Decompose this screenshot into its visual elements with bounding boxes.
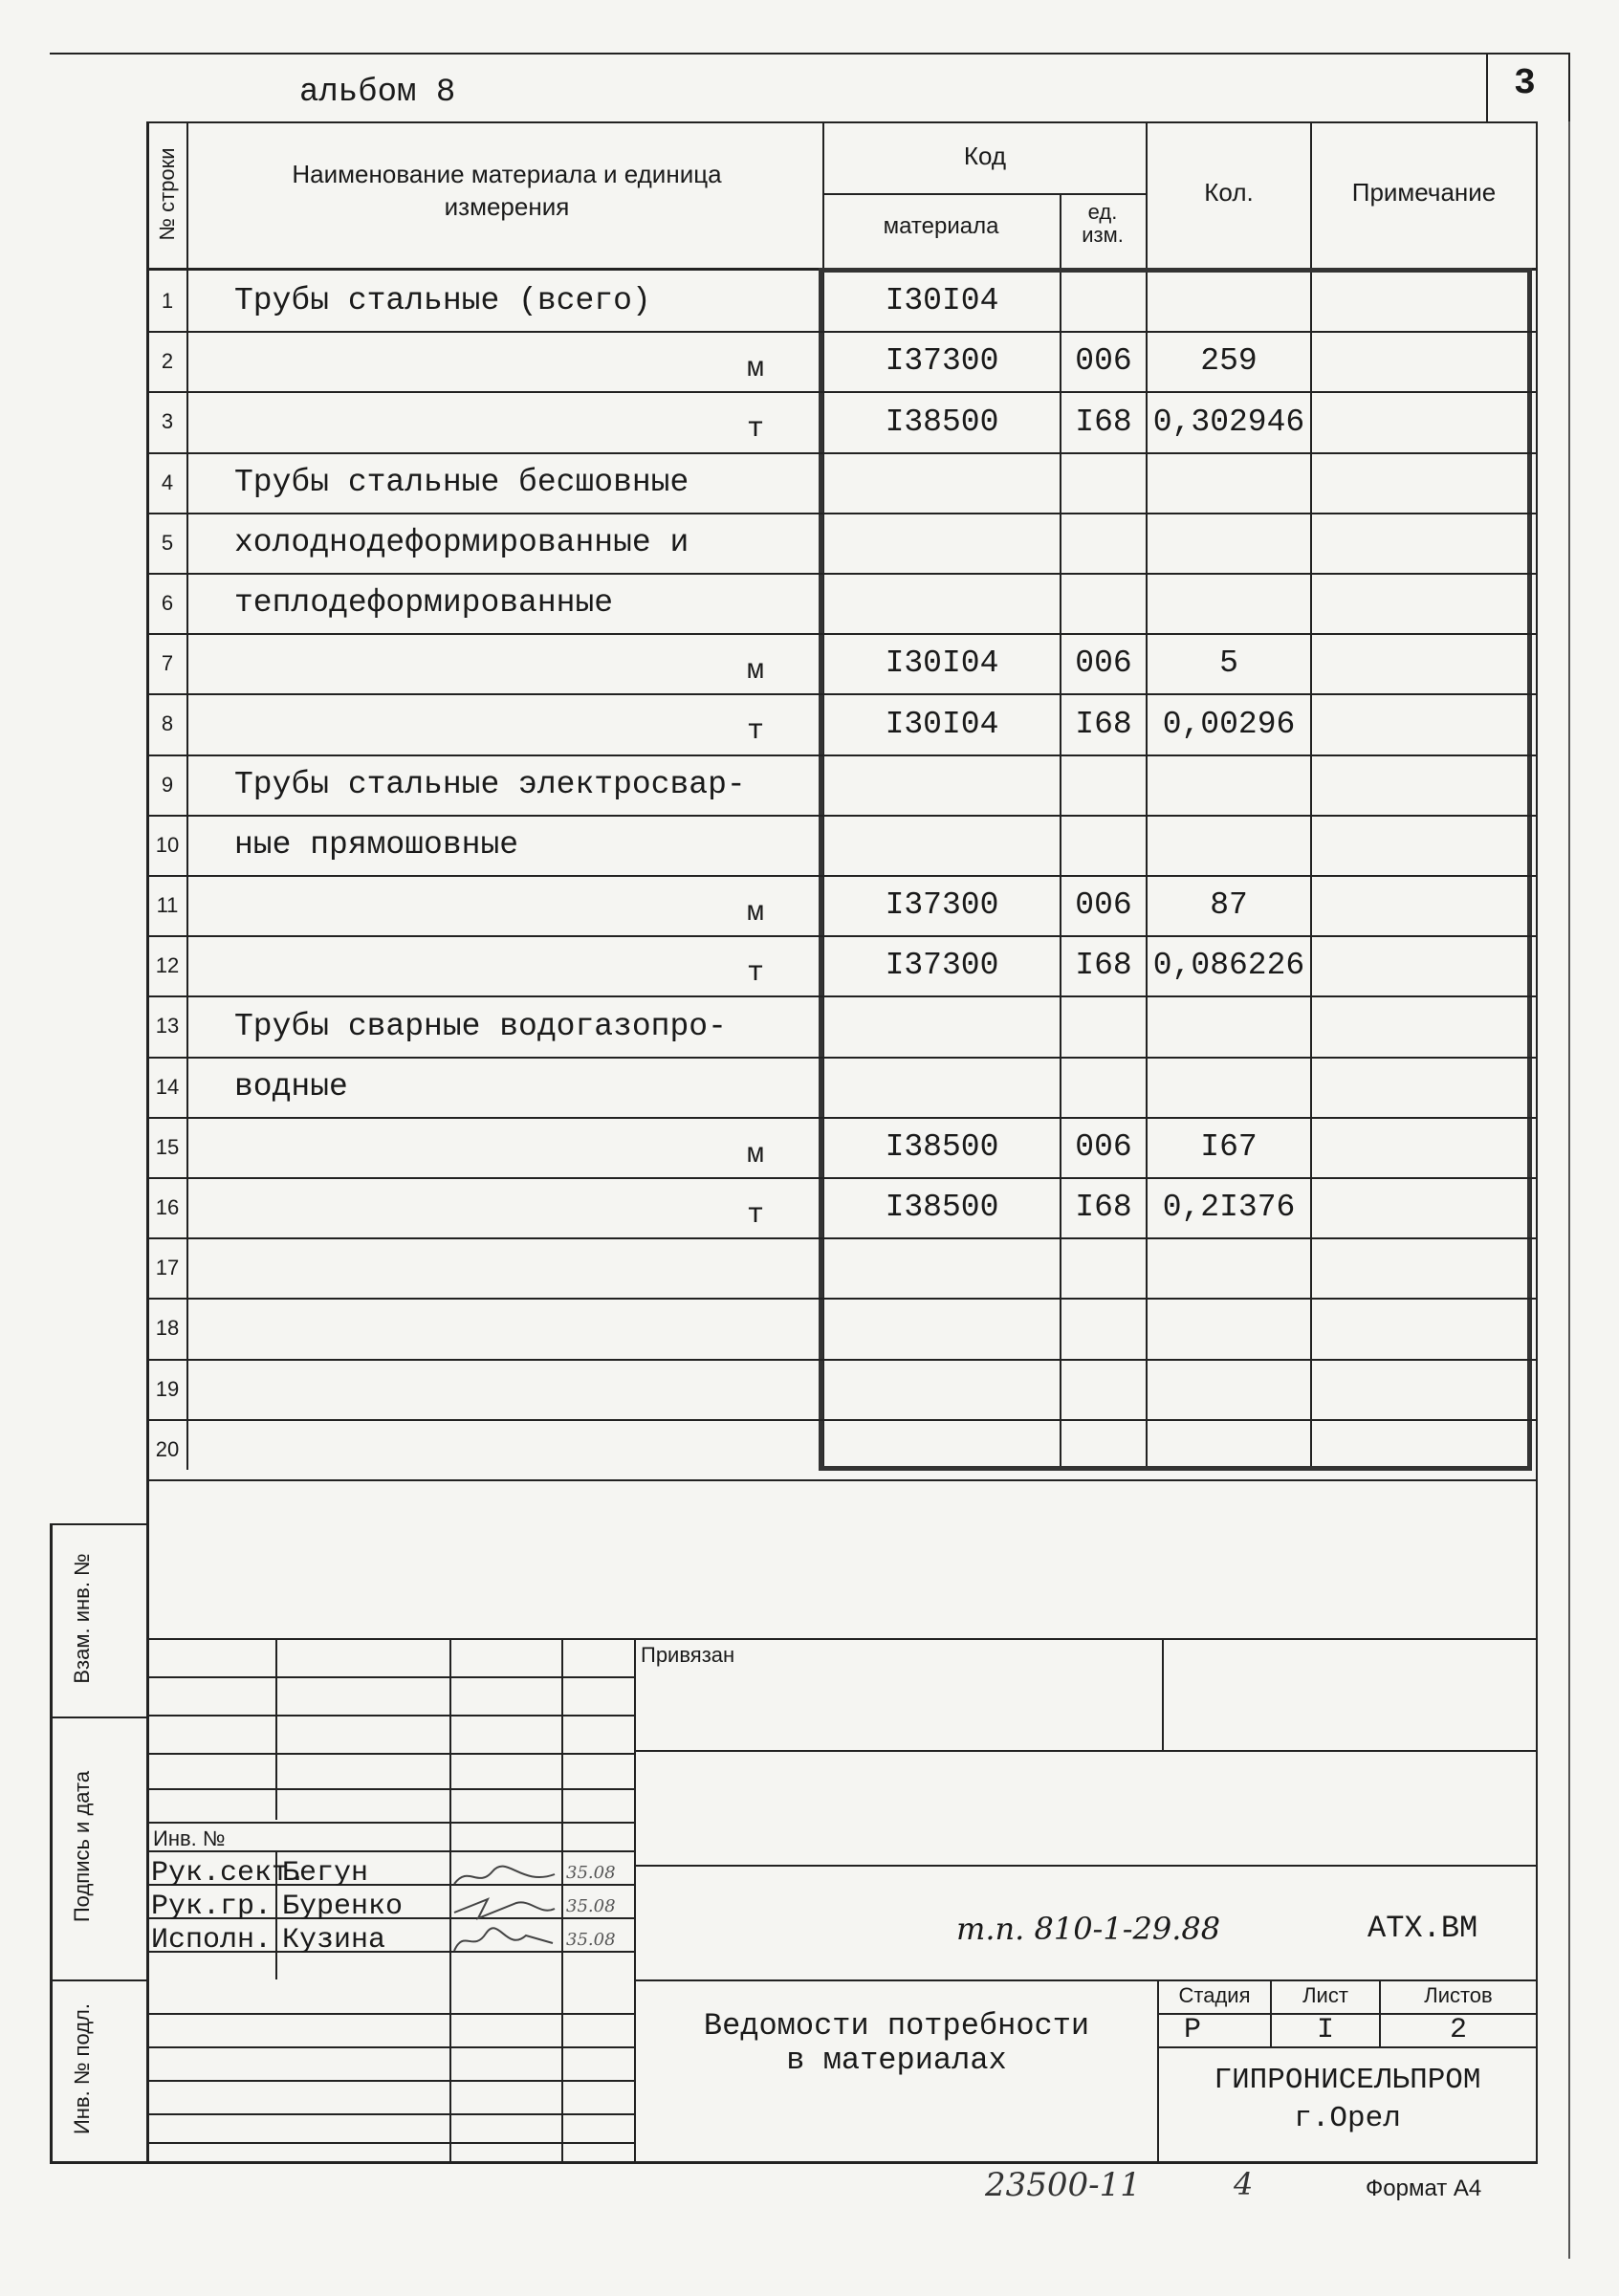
- col-line-num: [186, 121, 188, 1470]
- doc-title-line-2: в материалах: [786, 2043, 1007, 2078]
- material-code: [824, 573, 1060, 633]
- person-date-1: 35.08: [566, 1863, 616, 1883]
- quantity: [1148, 573, 1310, 633]
- signature-1: [449, 1860, 559, 1893]
- material-code: [824, 1237, 1060, 1298]
- left-strip-line: [50, 1523, 53, 2164]
- unit-code: [1061, 573, 1146, 633]
- page-edge-right: [1568, 121, 1570, 2259]
- row-number: 3: [161, 409, 174, 433]
- unit-code: [1061, 271, 1146, 331]
- stamp-row-line: [146, 2113, 636, 2115]
- person-name-2: Буренко: [282, 1891, 404, 1923]
- unit-code: I68: [1075, 404, 1132, 440]
- quantity: [1148, 452, 1310, 513]
- stamp-row-line: [146, 1822, 636, 1824]
- row-number: 2: [161, 348, 174, 373]
- project-code: т.п. 810-1-29.88: [956, 1911, 1221, 1947]
- unit-symbol: [708, 460, 803, 520]
- col-code-header: Код: [963, 142, 1007, 170]
- material-code: I37300: [885, 948, 999, 983]
- unit-symbol: [708, 1305, 803, 1367]
- frame-bottom: [50, 2161, 1538, 2164]
- sheet-number: 3: [1514, 63, 1536, 104]
- row-number: 11: [156, 892, 179, 917]
- inv-no-label: Инв. №: [153, 1826, 226, 1850]
- footer-page: 4: [1234, 2166, 1254, 2202]
- unit-code: 006: [1075, 343, 1132, 379]
- footer-format: Формат А4: [1366, 2176, 1482, 2201]
- unit-symbol: [708, 1245, 803, 1305]
- row-number: 17: [155, 1255, 180, 1279]
- tb-line-attached: [634, 1750, 1538, 1752]
- unit-code: I68: [1075, 948, 1132, 983]
- unit-symbol: [708, 1427, 803, 1487]
- unit-code: [1061, 754, 1146, 815]
- doc-mark: АТХ.ВМ: [1367, 1911, 1478, 1946]
- person-role-2: Рук.гр.: [151, 1891, 273, 1923]
- tb-col-d: [634, 1638, 636, 2164]
- unit-symbol: [708, 278, 803, 339]
- material-code: I37300: [885, 343, 999, 379]
- row-number: 1: [161, 288, 174, 313]
- material-code: [824, 1359, 1060, 1419]
- sheet-label: Лист: [1302, 1983, 1348, 2007]
- row-number: 4: [161, 470, 174, 494]
- quantity: [1148, 271, 1310, 331]
- sheet-box-left: [1486, 53, 1488, 121]
- unit-symbol: м: [746, 352, 764, 385]
- org-name: ГИПРОНИСЕЛЬПРОМ: [1214, 2064, 1481, 2097]
- material-name: Трубы сварные водогазопро-: [234, 1008, 727, 1044]
- quantity: [1148, 1419, 1310, 1479]
- row-number: 13: [155, 1014, 180, 1038]
- stamp-row-line: [146, 2046, 636, 2048]
- unit-code: I68: [1075, 706, 1132, 742]
- frame-top: [146, 121, 1538, 123]
- quantity: [1148, 1057, 1310, 1117]
- col-material-header: материала: [883, 213, 999, 239]
- material-code: [824, 1419, 1060, 1479]
- stamp-row-line: [146, 1676, 636, 1678]
- person-name-1: Бегун: [282, 1857, 369, 1890]
- material-name: Трубы стальные (всего): [234, 283, 651, 318]
- person-date-2: 35.08: [566, 1896, 616, 1916]
- stamp-row-line: [146, 2013, 636, 2015]
- row-number: 18: [155, 1316, 180, 1340]
- stage-value: Р: [1183, 2014, 1201, 2046]
- tb-line-code-bottom: [634, 1979, 1538, 1981]
- unit-symbol: [708, 1064, 803, 1125]
- row-number: 20: [155, 1436, 180, 1461]
- quantity: [1148, 1298, 1310, 1359]
- header-sub-line: [822, 193, 1148, 195]
- unit-symbol: т: [746, 956, 764, 990]
- col-unit-header: ед. изм.: [1082, 200, 1124, 247]
- quantity: 0,302946: [1152, 404, 1305, 440]
- unit-symbol: [708, 762, 803, 822]
- strip-sep-2: [50, 1717, 148, 1718]
- row-number: 7: [161, 650, 174, 675]
- side-inv-original: Инв. № подл.: [70, 2002, 94, 2135]
- frame-right: [1536, 121, 1538, 2163]
- unit-symbol: м: [746, 1138, 764, 1171]
- strip-sep-1: [50, 1523, 148, 1525]
- side-replace-inv: Взам. инв. №: [70, 1553, 94, 1684]
- quantity: 0,086226: [1152, 948, 1305, 983]
- stamp-row-line: [146, 1788, 636, 1790]
- col-row-num-header: № строки: [155, 147, 179, 241]
- sheets-label: Листов: [1424, 1983, 1493, 2007]
- material-code: I30I04: [885, 706, 999, 742]
- material-code: I38500: [885, 1129, 999, 1165]
- unit-symbol: т: [746, 715, 764, 748]
- person-date-3: 35.08: [566, 1930, 616, 1950]
- material-code: [824, 995, 1060, 1057]
- unit-code: [1061, 815, 1146, 875]
- material-code: I30I04: [885, 645, 999, 681]
- footer-inv-number: 23500-11: [985, 2166, 1141, 2204]
- row-number: 15: [155, 1134, 180, 1159]
- quantity: 259: [1200, 343, 1258, 379]
- sheet-box-right: [1568, 53, 1570, 121]
- tb-col-a: [275, 1638, 277, 1820]
- quantity: 0,00296: [1162, 706, 1296, 742]
- material-code: [824, 1298, 1060, 1359]
- unit-symbol: [708, 822, 803, 883]
- quantity: 5: [1219, 645, 1238, 681]
- row-number: 19: [155, 1376, 180, 1401]
- signature-2: [449, 1891, 559, 1925]
- stamp-row-line: [146, 1753, 636, 1755]
- material-code: [824, 1057, 1060, 1117]
- strip-sep-3: [50, 1979, 148, 1981]
- row-number: 14: [155, 1074, 180, 1099]
- unit-code: [1061, 1057, 1146, 1117]
- signature-3: [449, 1924, 559, 1957]
- row-number: 9: [161, 772, 174, 797]
- quantity: [1148, 995, 1310, 1057]
- unit-symbol: т: [746, 413, 764, 446]
- row-separator: [146, 1479, 1538, 1481]
- top-rule: [50, 53, 1568, 55]
- col-qty-header: Кол.: [1204, 178, 1254, 207]
- unit-code: [1061, 1419, 1146, 1479]
- col-name-header: Наименование материала и единица измерения: [292, 160, 722, 221]
- tb-stage-line-2: [1157, 2046, 1538, 2048]
- stamp-row-line: [146, 1715, 636, 1717]
- doc-title-line-1: Ведомости потребности: [703, 2008, 1090, 2044]
- quantity: 0,2I376: [1162, 1190, 1296, 1225]
- material-name: Трубы стальные электросвар-: [234, 767, 746, 802]
- material-name: холоднодеформированные и: [234, 525, 689, 560]
- quantity: [1148, 815, 1310, 875]
- quantity: [1148, 1359, 1310, 1419]
- material-code: I37300: [885, 887, 999, 923]
- unit-code: I68: [1075, 1190, 1132, 1225]
- person-name-3: Кузина: [282, 1924, 386, 1957]
- unit-symbol: т: [746, 1198, 764, 1232]
- unit-code: 006: [1075, 645, 1132, 681]
- material-code: [824, 754, 1060, 815]
- unit-symbol: [708, 1003, 803, 1064]
- tb-line-code-top: [634, 1865, 1538, 1867]
- sheet-value: I: [1316, 2014, 1334, 2046]
- attached-label: Привязан: [641, 1643, 735, 1667]
- unit-symbol: м: [746, 896, 764, 929]
- material-code: [824, 452, 1060, 513]
- unit-code: [1061, 1237, 1146, 1298]
- side-sign-date: Подпись и дата: [70, 1770, 94, 1923]
- row-number: 6: [161, 590, 174, 615]
- person-role-3: Исполн.: [151, 1924, 273, 1957]
- material-code: [824, 815, 1060, 875]
- unit-code: [1061, 513, 1146, 573]
- org-city: г.Орел: [1294, 2102, 1401, 2135]
- material-name: ные прямошовные: [234, 827, 519, 863]
- row-number: 10: [155, 832, 180, 857]
- material-code: [824, 513, 1060, 573]
- unit-symbol: [708, 580, 803, 641]
- material-name: водные: [234, 1069, 348, 1104]
- sheets-value: 2: [1449, 2014, 1467, 2046]
- unit-code: [1061, 1298, 1146, 1359]
- quantity: 87: [1210, 887, 1248, 923]
- stamp-row-line: [146, 2080, 636, 2082]
- row-number: 5: [161, 530, 174, 555]
- material-code: I30I04: [885, 283, 999, 318]
- tb-col-c: [561, 1638, 563, 2164]
- row-number: 8: [161, 711, 174, 735]
- quantity: [1148, 1237, 1310, 1298]
- quantity: [1148, 754, 1310, 815]
- unit-code: [1061, 1359, 1146, 1419]
- material-code: I38500: [885, 1190, 999, 1225]
- stage-label: Стадия: [1178, 1983, 1251, 2007]
- person-role-1: Рук.сект.: [151, 1857, 307, 1890]
- material-code: I38500: [885, 404, 999, 440]
- unit-code: 006: [1075, 887, 1132, 923]
- row-number: 16: [155, 1194, 180, 1219]
- unit-code: [1061, 452, 1146, 513]
- stamp-row-line: [146, 2142, 636, 2144]
- unit-code: [1061, 995, 1146, 1057]
- unit-symbol: [708, 520, 803, 580]
- tb-top: [146, 1638, 1538, 1640]
- quantity: I67: [1200, 1129, 1258, 1165]
- row-number: 12: [155, 952, 180, 977]
- album-label: альбом 8: [299, 75, 456, 111]
- material-name: теплодеформированные: [234, 585, 614, 621]
- col-note-header: Примечание: [1351, 178, 1497, 207]
- material-name: Трубы стальные бесшовные: [234, 465, 689, 500]
- unit-symbol: м: [746, 654, 764, 688]
- tb-attached-split: [1162, 1638, 1164, 1751]
- unit-code: 006: [1075, 1129, 1132, 1165]
- unit-symbol: [708, 1367, 803, 1427]
- quantity: [1148, 513, 1310, 573]
